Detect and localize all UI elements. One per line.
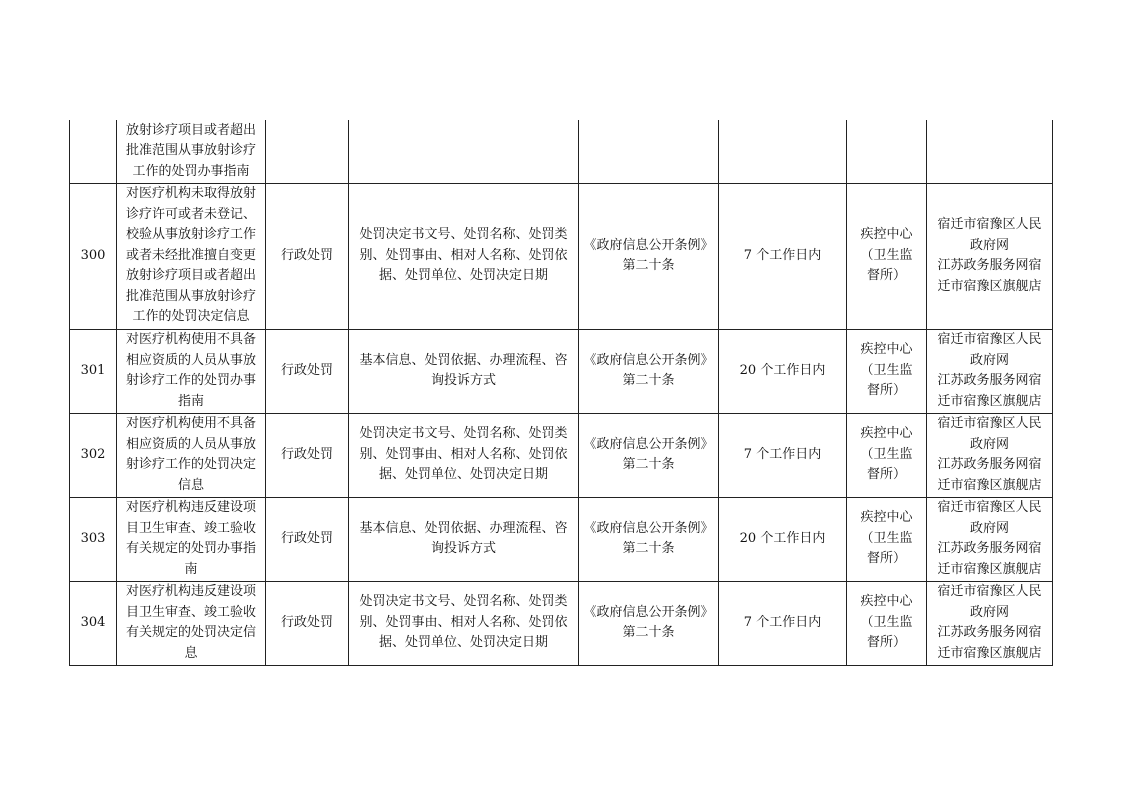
channel-line: 江苏政务服务网宿 (937, 625, 1042, 640)
channel-line: 政府网 (969, 352, 1009, 368)
disclosure-item-cell (117, 413, 266, 497)
channel-cell (927, 581, 1053, 665)
row-number-cell (70, 120, 117, 183)
time-limit-cell: 20 个工作日内 (719, 329, 847, 413)
content-line: 据、处罚单位、处罚决定日期 (378, 635, 548, 651)
disclosure-item-cell (117, 329, 266, 413)
category-cell: 行政处罚 (266, 413, 349, 497)
subject-unit-line: 督所） (866, 635, 906, 651)
subject-unit-line: 疾控中心 (860, 342, 913, 358)
category-cell: 行政处罚 (266, 497, 349, 581)
row-number-cell: 301 (70, 329, 117, 413)
subject-unit-line: 督所） (866, 551, 906, 567)
channel-line: 政府网 (969, 604, 1009, 620)
subject-unit-line: 督所） (866, 383, 906, 399)
channel-cell (927, 413, 1053, 497)
basis-line: 《政府信息公开条例》 (583, 237, 714, 253)
disclosure-item-line: 校验从事放射诊疗工作 (125, 227, 256, 243)
content-line: 询投诉方式 (430, 541, 496, 556)
disclosure-item-line: 诊疗许可或者未登记、 (125, 206, 256, 222)
disclosure-item-line: 射诊疗工作的处罚决定 (125, 457, 256, 472)
basis-line: 第二十条 (622, 541, 675, 556)
channel-line: 宿迁市宿豫区人民 (937, 500, 1042, 515)
channel-line: 迁市宿豫区旗舰店 (937, 477, 1042, 493)
channel-line: 江苏政务服务网宿 (937, 258, 1042, 273)
disclosure-item-line: 对医疗机构使用不具备 (125, 332, 256, 347)
time-limit-cell: 7 个工作日内 (719, 581, 847, 665)
subject-unit-line: 疾控中心 (860, 510, 913, 526)
content-cell (349, 497, 579, 581)
channel-line: 江苏政务服务网宿 (937, 541, 1042, 556)
disclosure-item-line: 相应资质的人员从事放 (125, 436, 256, 452)
table-row (70, 413, 1053, 497)
category-cell: 行政处罚 (266, 581, 349, 665)
disclosure-item-line: 批准范围从事放射诊疗 (125, 288, 256, 304)
subject-unit-cell (847, 329, 927, 413)
content-line: 处罚决定书文号、处罚名称、处罚类 (359, 426, 568, 442)
disclosure-item-line: 批准范围从事放射诊疗 (125, 143, 256, 158)
time-limit-cell: 20 个工作日内 (719, 497, 847, 581)
basis-line: 第二十条 (622, 625, 675, 640)
channel-line: 迁市宿豫区旗舰店 (937, 645, 1042, 661)
channel-cell (927, 120, 1053, 183)
disclosure-item-line: 指南 (177, 393, 204, 409)
category-cell: 行政处罚 (266, 329, 349, 413)
disclosure-item-line: 工作的处罚决定信息 (132, 309, 250, 325)
content-line: 据、处罚单位、处罚决定日期 (378, 467, 548, 483)
subject-unit-line: （卫生监 (860, 446, 913, 462)
content-line: 别、处罚事由、相对人名称、处罚依 (359, 247, 568, 263)
row-number-cell: 303 (70, 497, 117, 581)
disclosure-item-line: 对医疗机构使用不具备 (125, 416, 256, 431)
basis-cell (579, 120, 719, 183)
disclosure-item-cell (117, 120, 266, 183)
channel-line: 宿迁市宿豫区人民 (937, 584, 1042, 599)
category-cell: 行政处罚 (266, 183, 349, 329)
disclosure-item-line: 息 (184, 645, 198, 661)
channel-line: 政府网 (969, 436, 1009, 452)
subject-unit-line: 疾控中心 (860, 426, 913, 442)
disclosure-item-line: 南 (184, 561, 198, 577)
subject-unit-line: （卫生监 (860, 362, 913, 378)
time-limit-cell: 7 个工作日内 (719, 183, 847, 329)
table-row-continuation (70, 120, 1053, 183)
disclosure-item-cell (117, 183, 266, 329)
disclosure-item-line: 射诊疗工作的处罚办事 (125, 373, 256, 388)
disclosure-table (69, 120, 1053, 666)
content-line: 处罚决定书文号、处罚名称、处罚类 (359, 227, 568, 243)
channel-line: 政府网 (969, 237, 1009, 253)
content-line: 别、处罚事由、相对人名称、处罚依 (359, 446, 568, 462)
subject-unit-line: 疾控中心 (860, 227, 913, 243)
subject-unit-cell (847, 183, 927, 329)
subject-unit-cell (847, 497, 927, 581)
subject-unit-line: （卫生监 (860, 614, 913, 630)
row-number-cell: 300 (70, 183, 117, 329)
channel-cell (927, 183, 1053, 329)
subject-unit-cell (847, 413, 927, 497)
disclosure-item-line: 目卫生审查、竣工验收 (125, 604, 256, 620)
disclosure-item-cell (117, 581, 266, 665)
disclosure-item-line: 或者未经批准擅自变更 (125, 247, 256, 263)
content-line: 处罚决定书文号、处罚名称、处罚类 (359, 594, 568, 610)
channel-line: 江苏政务服务网宿 (937, 457, 1042, 472)
subject-unit-cell (847, 120, 927, 183)
basis-line: 《政府信息公开条例》 (583, 520, 714, 536)
disclosure-item-line: 信息 (177, 477, 204, 493)
channel-line: 宿迁市宿豫区人民 (937, 416, 1042, 431)
basis-line: 第二十条 (622, 457, 675, 472)
content-cell (349, 183, 579, 329)
basis-cell (579, 329, 719, 413)
time-limit-cell (719, 120, 847, 183)
disclosure-item-line: 放射诊疗项目或者超出 (125, 268, 256, 284)
content-cell (349, 413, 579, 497)
table-row (70, 329, 1053, 413)
row-number-cell: 302 (70, 413, 117, 497)
content-line: 基本信息、处罚依据、办理流程、咨 (359, 352, 568, 368)
disclosure-item-line: 放射诊疗项目或者超出 (125, 122, 256, 138)
disclosure-item-line: 目卫生审查、竣工验收 (125, 520, 256, 536)
subject-unit-line: 疾控中心 (860, 594, 913, 610)
content-line: 别、处罚事由、相对人名称、处罚依 (359, 614, 568, 630)
content-cell (349, 120, 579, 183)
basis-cell (579, 183, 719, 329)
subject-unit-cell (847, 581, 927, 665)
channel-line: 迁市宿豫区旗舰店 (937, 393, 1042, 409)
basis-line: 第二十条 (622, 258, 675, 273)
channel-line: 迁市宿豫区旗舰店 (937, 561, 1042, 577)
channel-line: 迁市宿豫区旗舰店 (937, 278, 1042, 294)
disclosure-item-cell (117, 497, 266, 581)
channel-cell (927, 329, 1053, 413)
content-line: 询投诉方式 (430, 373, 496, 388)
basis-cell (579, 497, 719, 581)
disclosure-item-line: 对医疗机构未取得放射 (125, 186, 256, 202)
disclosure-item-line: 对医疗机构违反建设项 (125, 584, 256, 599)
content-line: 基本信息、处罚依据、办理流程、咨 (359, 520, 568, 536)
basis-line: 第二十条 (622, 373, 675, 388)
content-line: 据、处罚单位、处罚决定日期 (378, 268, 548, 284)
basis-line: 《政府信息公开条例》 (583, 604, 714, 620)
disclosure-item-line: 对医疗机构违反建设项 (125, 500, 256, 515)
channel-line: 宿迁市宿豫区人民 (937, 332, 1042, 347)
basis-line: 《政府信息公开条例》 (583, 352, 714, 368)
content-cell (349, 581, 579, 665)
time-limit-cell: 7 个工作日内 (719, 413, 847, 497)
channel-line: 宿迁市宿豫区人民 (937, 217, 1042, 232)
disclosure-item-line: 有关规定的处罚办事指 (125, 541, 256, 556)
channel-cell (927, 497, 1053, 581)
basis-line: 《政府信息公开条例》 (583, 436, 714, 452)
row-number-cell: 304 (70, 581, 117, 665)
disclosure-item-line: 工作的处罚办事指南 (132, 163, 250, 179)
subject-unit-line: 督所） (866, 467, 906, 483)
basis-cell (579, 581, 719, 665)
channel-line: 政府网 (969, 520, 1009, 536)
content-cell (349, 329, 579, 413)
subject-unit-line: 督所） (866, 268, 906, 284)
category-cell (266, 120, 349, 183)
table-row (70, 183, 1053, 329)
subject-unit-line: （卫生监 (860, 530, 913, 546)
table-row (70, 581, 1053, 665)
basis-cell (579, 413, 719, 497)
disclosure-item-line: 有关规定的处罚决定信 (125, 625, 256, 640)
disclosure-item-line: 相应资质的人员从事放 (125, 352, 256, 368)
subject-unit-line: （卫生监 (860, 247, 913, 263)
table-row (70, 497, 1053, 581)
channel-line: 江苏政务服务网宿 (937, 373, 1042, 388)
